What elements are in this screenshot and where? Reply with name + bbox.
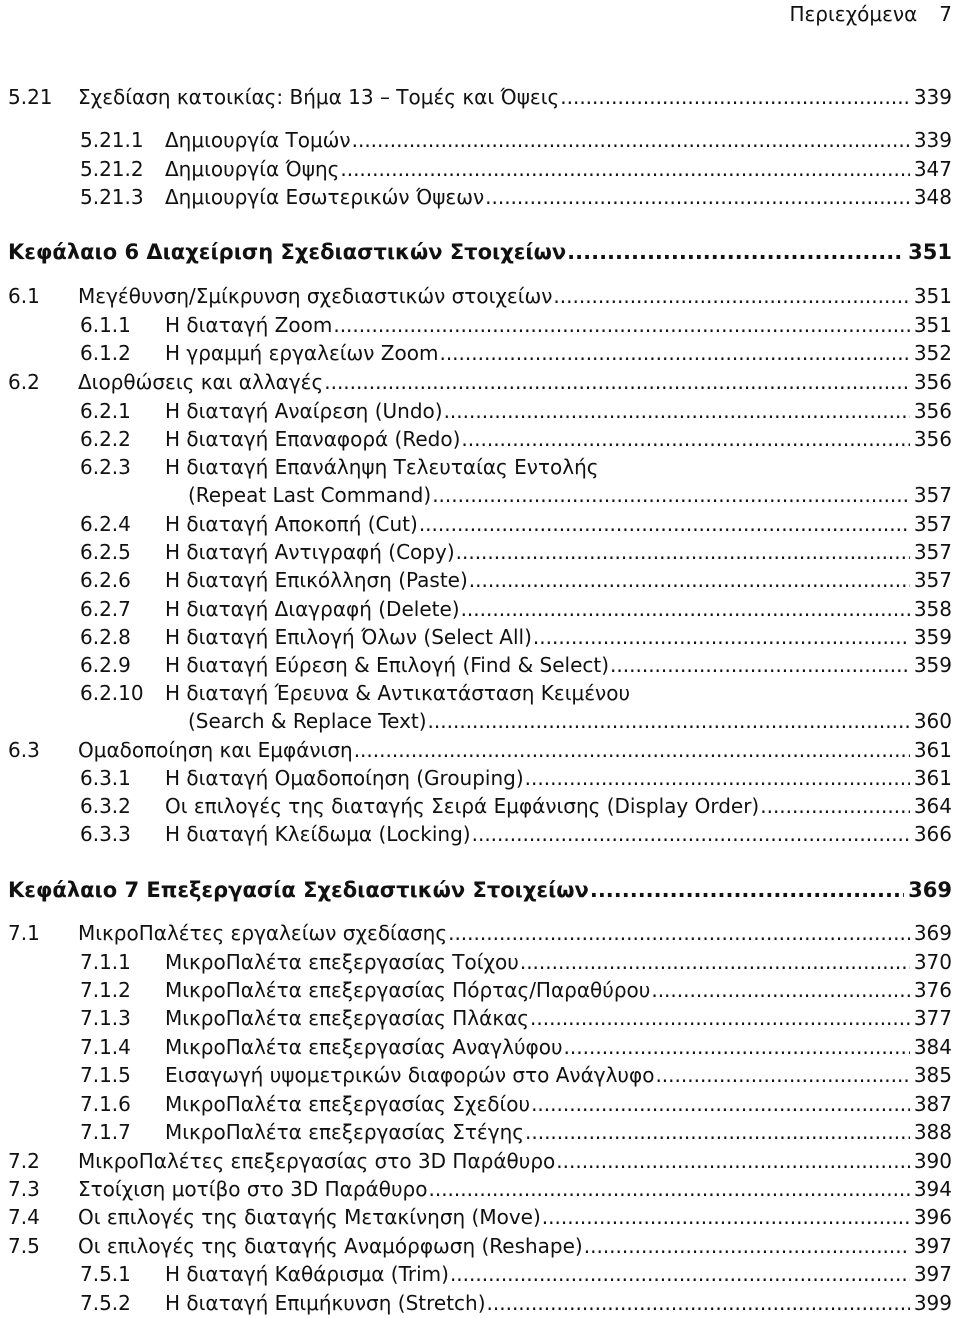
dot-leader (590, 877, 904, 903)
toc-entry-title: Η διαταγή Επαναφορά (Redo) (165, 427, 461, 451)
dot-leader (354, 737, 910, 763)
toc-entry-page: 352 (913, 341, 952, 365)
toc-entry-row (165, 1005, 952, 1031)
toc-entry-title: Μεγέθυνση/Σμίκρυνση σχεδιαστικών στοιχείων (78, 284, 553, 308)
toc-entry-row (165, 156, 952, 182)
toc-entry-title: Οι επιλογές της διαταγής Μετακίνηση (Move) (78, 1205, 541, 1229)
toc-entry (0, 511, 960, 537)
dot-leader (432, 482, 910, 508)
toc-entry-title: Η διαταγή Κλείδωμα (Locking) (165, 822, 471, 846)
toc-entry-page: 351 (913, 313, 952, 337)
dot-leader (760, 793, 910, 819)
toc-entry-title: Δημιουργία Τομών (165, 128, 351, 152)
toc-entry-row (165, 1261, 952, 1287)
toc-entry-number: 7.1.2 (80, 978, 131, 1002)
toc-entry-page: 361 (913, 766, 952, 790)
toc-entry (0, 1062, 960, 1088)
dot-leader (428, 708, 910, 734)
toc-entry-number: 6.2.6 (80, 568, 131, 592)
dot-leader (352, 127, 910, 153)
dot-leader (560, 84, 910, 110)
toc-entry-title: Κεφάλαιο 6 Διαχείριση Σχεδιαστικών Στοιχείων (8, 240, 567, 264)
toc-entry-number: 7.1.3 (80, 1006, 131, 1030)
toc-entry-page: 339 (913, 85, 952, 109)
toc-entry-number: 6.3.1 (80, 766, 131, 790)
toc-entry-row (165, 821, 952, 847)
toc-entry-title: Η διαταγή Ομαδοποίηση (Grouping) (165, 766, 524, 790)
toc-entry-title: Η διαταγή Zoom (165, 313, 333, 337)
dot-leader (461, 596, 910, 622)
toc-entry-page: 351 (908, 240, 952, 264)
toc-entry (0, 1148, 960, 1174)
toc-entry (0, 312, 960, 338)
toc-entry (0, 1091, 960, 1117)
toc-entry-row (165, 184, 952, 210)
toc-entry (0, 977, 960, 1003)
toc-entry-page: 369 (913, 921, 952, 945)
toc-entry-page: 357 (913, 568, 952, 592)
toc-entry (0, 949, 960, 975)
toc-entry-title: ΜικροΠαλέτα επεξεργασίας Τοίχου (165, 950, 519, 974)
toc-entry-page: 357 (913, 540, 952, 564)
toc-entry-row (78, 737, 952, 763)
toc-entry (0, 369, 960, 395)
dot-leader (324, 369, 910, 395)
dot-leader (419, 511, 910, 537)
toc-entry-title: Δημιουργία Όψης (165, 157, 340, 181)
toc-entry (0, 426, 960, 452)
toc-entry (0, 567, 960, 593)
toc-entry (0, 737, 960, 763)
toc-entry (0, 398, 960, 424)
dot-leader (610, 652, 910, 678)
toc-entry-number: 6.2.2 (80, 427, 131, 451)
toc-chapter-entry (0, 877, 960, 903)
toc-entry (0, 454, 960, 480)
toc-entry-page: 361 (913, 738, 952, 762)
toc-entry-number: 5.21.3 (80, 185, 144, 209)
toc-entry-row (165, 1091, 952, 1117)
toc-entry-number: 7.3 (8, 1177, 40, 1201)
toc-entry-title: Στοίχιση μοτίβο στο 3D Παράθυρο (78, 1177, 428, 1201)
toc-entry-row (165, 793, 952, 819)
toc-entry-page: 394 (913, 1177, 952, 1201)
toc-entry-page: 384 (913, 1035, 952, 1059)
toc-entry (0, 1005, 960, 1031)
toc-entry-page: 356 (913, 427, 952, 451)
toc-entry-page: 388 (913, 1120, 952, 1144)
toc-entry-title: Σχεδίαση κατοικίας: Βήμα 13 – Τομές και Όψεις (78, 85, 560, 109)
toc-entry (0, 1233, 960, 1259)
toc-entry-row (78, 283, 952, 309)
toc-entry-page: 360 (913, 709, 952, 733)
toc-entry (0, 539, 960, 565)
toc-entry-row (165, 511, 952, 537)
toc-entry-number: 7.2 (8, 1149, 40, 1173)
toc-entry (0, 708, 960, 734)
toc-entry-number: 5.21 (8, 85, 53, 109)
toc-entry-title: Η διαταγή Καθάρισμα (Trim) (165, 1262, 449, 1286)
toc-entry-page: 399 (913, 1291, 952, 1315)
toc-entry-title: Η διαταγή Αντιγραφή (Copy) (165, 540, 455, 564)
toc-entry (0, 652, 960, 678)
toc-entry-row (165, 340, 952, 366)
toc-entry-page: 366 (913, 822, 952, 846)
toc-entry-title: Η διαταγή Αποκοπή (Cut) (165, 512, 418, 536)
toc-entry-number: 6.2.4 (80, 512, 131, 536)
toc-entry-title: Οι επιλογές της διαταγής Αναμόρφωση (Reshape) (78, 1234, 583, 1258)
toc-entry-row (165, 312, 952, 338)
dot-leader (553, 283, 909, 309)
dot-leader (531, 1091, 910, 1117)
toc-entry-page: 376 (913, 978, 952, 1002)
toc-entry-page: 348 (913, 185, 952, 209)
toc-entry-page: 356 (913, 399, 952, 423)
toc-entry (0, 1119, 960, 1145)
dot-leader (333, 312, 909, 338)
toc-entry-row (165, 1034, 952, 1060)
dot-leader (542, 1204, 910, 1230)
toc-entry (0, 283, 960, 309)
toc-entry-row (165, 567, 952, 593)
toc-entry-number: 5.21.1 (80, 128, 144, 152)
toc-entry-row (165, 539, 952, 565)
toc-entry-title: (Search & Replace Text) (188, 709, 427, 733)
toc-entry-number: 6.1.1 (80, 313, 131, 337)
toc-entry-number: 6.2.8 (80, 625, 131, 649)
toc-entry-page: 356 (913, 370, 952, 394)
toc-entry-row (78, 84, 952, 110)
toc-entry-page: 396 (913, 1205, 952, 1229)
toc-entry-number: 5.21.2 (80, 157, 144, 181)
toc-entry (0, 1034, 960, 1060)
header-page-number: 7 (939, 2, 952, 26)
dot-leader (444, 398, 910, 424)
toc-entry-title: Η διαταγή Εύρεση & Επιλογή (Find & Select) (165, 653, 610, 677)
toc-entry-number: 6.2.5 (80, 540, 131, 564)
toc-entry-title: ΜικροΠαλέτα επεξεργασίας Αναγλύφου (165, 1035, 563, 1059)
dot-leader (520, 949, 910, 975)
dot-leader (530, 1005, 910, 1031)
toc-entry-page: 347 (913, 157, 952, 181)
dot-leader (461, 426, 909, 452)
toc-entry-title: ΜικροΠαλέτες επεξεργασίας στο 3D Παράθυρο (78, 1149, 556, 1173)
toc-entry-title: ΜικροΠαλέτες εργαλείων σχεδίασης (78, 921, 448, 945)
dot-leader (469, 567, 910, 593)
toc-entry-number: 7.1 (8, 921, 40, 945)
toc-entry-title: Διορθώσεις και αλλαγές (78, 370, 324, 394)
dot-leader (567, 239, 904, 265)
toc-entry (0, 340, 960, 366)
toc-entry (0, 84, 960, 110)
toc-entry (0, 596, 960, 622)
toc-entry (0, 765, 960, 791)
toc-entry-number: 7.1.5 (80, 1063, 131, 1087)
toc-entry-number: 6.3.2 (80, 794, 131, 818)
toc-entry-title: Η γραμμή εργαλείων Zoom (165, 341, 439, 365)
toc-entry (0, 127, 960, 153)
dot-leader (439, 340, 909, 366)
dot-leader (556, 1148, 910, 1174)
toc-entry (0, 184, 960, 210)
toc-entry-row (165, 680, 952, 706)
toc-entry-number: 6.2.3 (80, 455, 131, 479)
toc-entry-number: 6.2 (8, 370, 40, 394)
toc-entry (0, 793, 960, 819)
toc-entry (0, 1290, 960, 1316)
dot-leader (525, 1119, 910, 1145)
toc-entry-row (165, 1119, 952, 1145)
toc-entry (0, 482, 960, 508)
toc-chapter-entry (0, 239, 960, 265)
toc-entry-title: Η διαταγή Διαγραφή (Delete) (165, 597, 460, 621)
toc-entry-title: Ομαδοποίηση και Εμφάνιση (78, 738, 353, 762)
toc-entry-page: 390 (913, 1149, 952, 1173)
toc-entry-number: 7.5.1 (80, 1262, 131, 1286)
toc-entry-row (188, 708, 952, 734)
toc-entry-page: 370 (913, 950, 952, 974)
toc-entry-page: 377 (913, 1006, 952, 1030)
toc-entry-row (78, 369, 952, 395)
toc-entry-number: 7.1.7 (80, 1120, 131, 1144)
toc-entry-row (165, 977, 952, 1003)
toc-entry-number: 6.2.1 (80, 399, 131, 423)
toc-entry-row (78, 1233, 952, 1259)
dot-leader (340, 156, 909, 182)
toc-entry-row (8, 877, 952, 903)
toc-entry-page: 357 (913, 512, 952, 536)
toc-entry (0, 156, 960, 182)
header-section-title: Περιεχόμενα (789, 2, 918, 26)
dot-leader (487, 1290, 910, 1316)
toc-entry (0, 1261, 960, 1287)
toc-entry (0, 624, 960, 650)
toc-entry-page: 339 (913, 128, 952, 152)
toc-entry-title: Η διαταγή Αναίρεση (Undo) (165, 399, 443, 423)
toc-entry-title: Η διαταγή Επικόλληση (Paste) (165, 568, 468, 592)
toc-entry (0, 1176, 960, 1202)
dot-leader (450, 1261, 910, 1287)
dot-leader (533, 624, 910, 650)
toc-entry-number: 6.3 (8, 738, 40, 762)
toc-entry-number: 7.1.4 (80, 1035, 131, 1059)
toc-entry-page: 358 (913, 597, 952, 621)
toc-entry-row (165, 398, 952, 424)
toc-entry (0, 1204, 960, 1230)
toc-entry-title: Η διαταγή Επιλογή Όλων (Select All) (165, 625, 532, 649)
toc-entry-number: 6.2.10 (80, 681, 144, 705)
toc-entry-number: 6.2.7 (80, 597, 131, 621)
toc-entry (0, 821, 960, 847)
toc-entry-number: 7.4 (8, 1205, 40, 1229)
toc-entry-page: 385 (913, 1063, 952, 1087)
dot-leader (448, 920, 910, 946)
dot-leader (584, 1233, 910, 1259)
toc-entry-number: 7.1.6 (80, 1092, 131, 1116)
toc-entry-page: 387 (913, 1092, 952, 1116)
dot-leader (564, 1034, 910, 1060)
toc-entry-title: Δημιουργία Εσωτερικών Όψεων (165, 185, 485, 209)
toc-entry-row (78, 1176, 952, 1202)
dot-leader (485, 184, 910, 210)
toc-entry-row (165, 596, 952, 622)
toc-entry-row (165, 1062, 952, 1088)
toc-entry-page: 357 (913, 483, 952, 507)
dot-leader (428, 1176, 909, 1202)
dot-leader (525, 765, 910, 791)
toc-entry-row (165, 1290, 952, 1316)
toc-entry-number: 6.1 (8, 284, 40, 308)
toc-entry-title: Εισαγωγή υψομετρικών διαφορών στο Ανάγλυφο (165, 1063, 655, 1087)
toc-entry-page: 397 (913, 1234, 952, 1258)
toc-entry-number: 6.3.3 (80, 822, 131, 846)
toc-entry-row (165, 426, 952, 452)
toc-entry-page: 364 (913, 794, 952, 818)
toc-entry-number: 7.5.2 (80, 1291, 131, 1315)
toc-entry-row (78, 1204, 952, 1230)
toc-entry-title: Οι επιλογές της διαταγής Σειρά Εμφάνισης (Display Order) (165, 794, 760, 818)
toc-entry-page: 369 (908, 878, 952, 902)
toc-entry-row (165, 949, 952, 975)
toc-entry-row (165, 765, 952, 791)
toc-entry-title: ΜικροΠαλέτα επεξεργασίας Πόρτας/Παραθύρου (165, 978, 651, 1002)
toc-entry-row (188, 482, 952, 508)
dot-leader (651, 977, 909, 1003)
toc-entry-title: Η διαταγή Επιμήκυνση (Stretch) (165, 1291, 486, 1315)
toc-entry-row (165, 127, 952, 153)
toc-entry-number: 7.5 (8, 1234, 40, 1258)
toc-entry-number: 6.2.9 (80, 653, 131, 677)
toc-entry-row (165, 652, 952, 678)
toc-entry-row (165, 624, 952, 650)
toc-entry-title: Κεφάλαιο 7 Επεξεργασία Σχεδιαστικών Στοιχείων (8, 878, 589, 902)
toc-entry-page: 397 (913, 1262, 952, 1286)
toc-entry (0, 920, 960, 946)
toc-entry-title: Η διαταγή Έρευνα & Αντικατάσταση Κειμένου (165, 681, 631, 705)
toc-entry-title: ΜικροΠαλέτα επεξεργασίας Πλάκας (165, 1006, 530, 1030)
toc-entry-number: 7.1.1 (80, 950, 131, 974)
toc-entry-row (165, 454, 952, 480)
toc-entry-page: 351 (913, 284, 952, 308)
toc-entry-number: 6.1.2 (80, 341, 131, 365)
toc-entry-row (8, 239, 952, 265)
toc-entry-title: Η διαταγή Επανάληψη Τελευταίας Εντολής (165, 455, 599, 479)
dot-leader (456, 539, 910, 565)
toc-entry-page: 359 (913, 625, 952, 649)
toc-entry-row (78, 1148, 952, 1174)
toc-entry-page: 359 (913, 653, 952, 677)
dot-leader (472, 821, 910, 847)
toc-entry-title: ΜικροΠαλέτα επεξεργασίας Στέγης (165, 1120, 524, 1144)
toc-entry (0, 680, 960, 706)
toc-entry-title: (Repeat Last Command) (188, 483, 432, 507)
dot-leader (655, 1062, 909, 1088)
toc-entry-row (78, 920, 952, 946)
toc-entry-title: ΜικροΠαλέτα επεξεργασίας Σχεδίου (165, 1092, 531, 1116)
